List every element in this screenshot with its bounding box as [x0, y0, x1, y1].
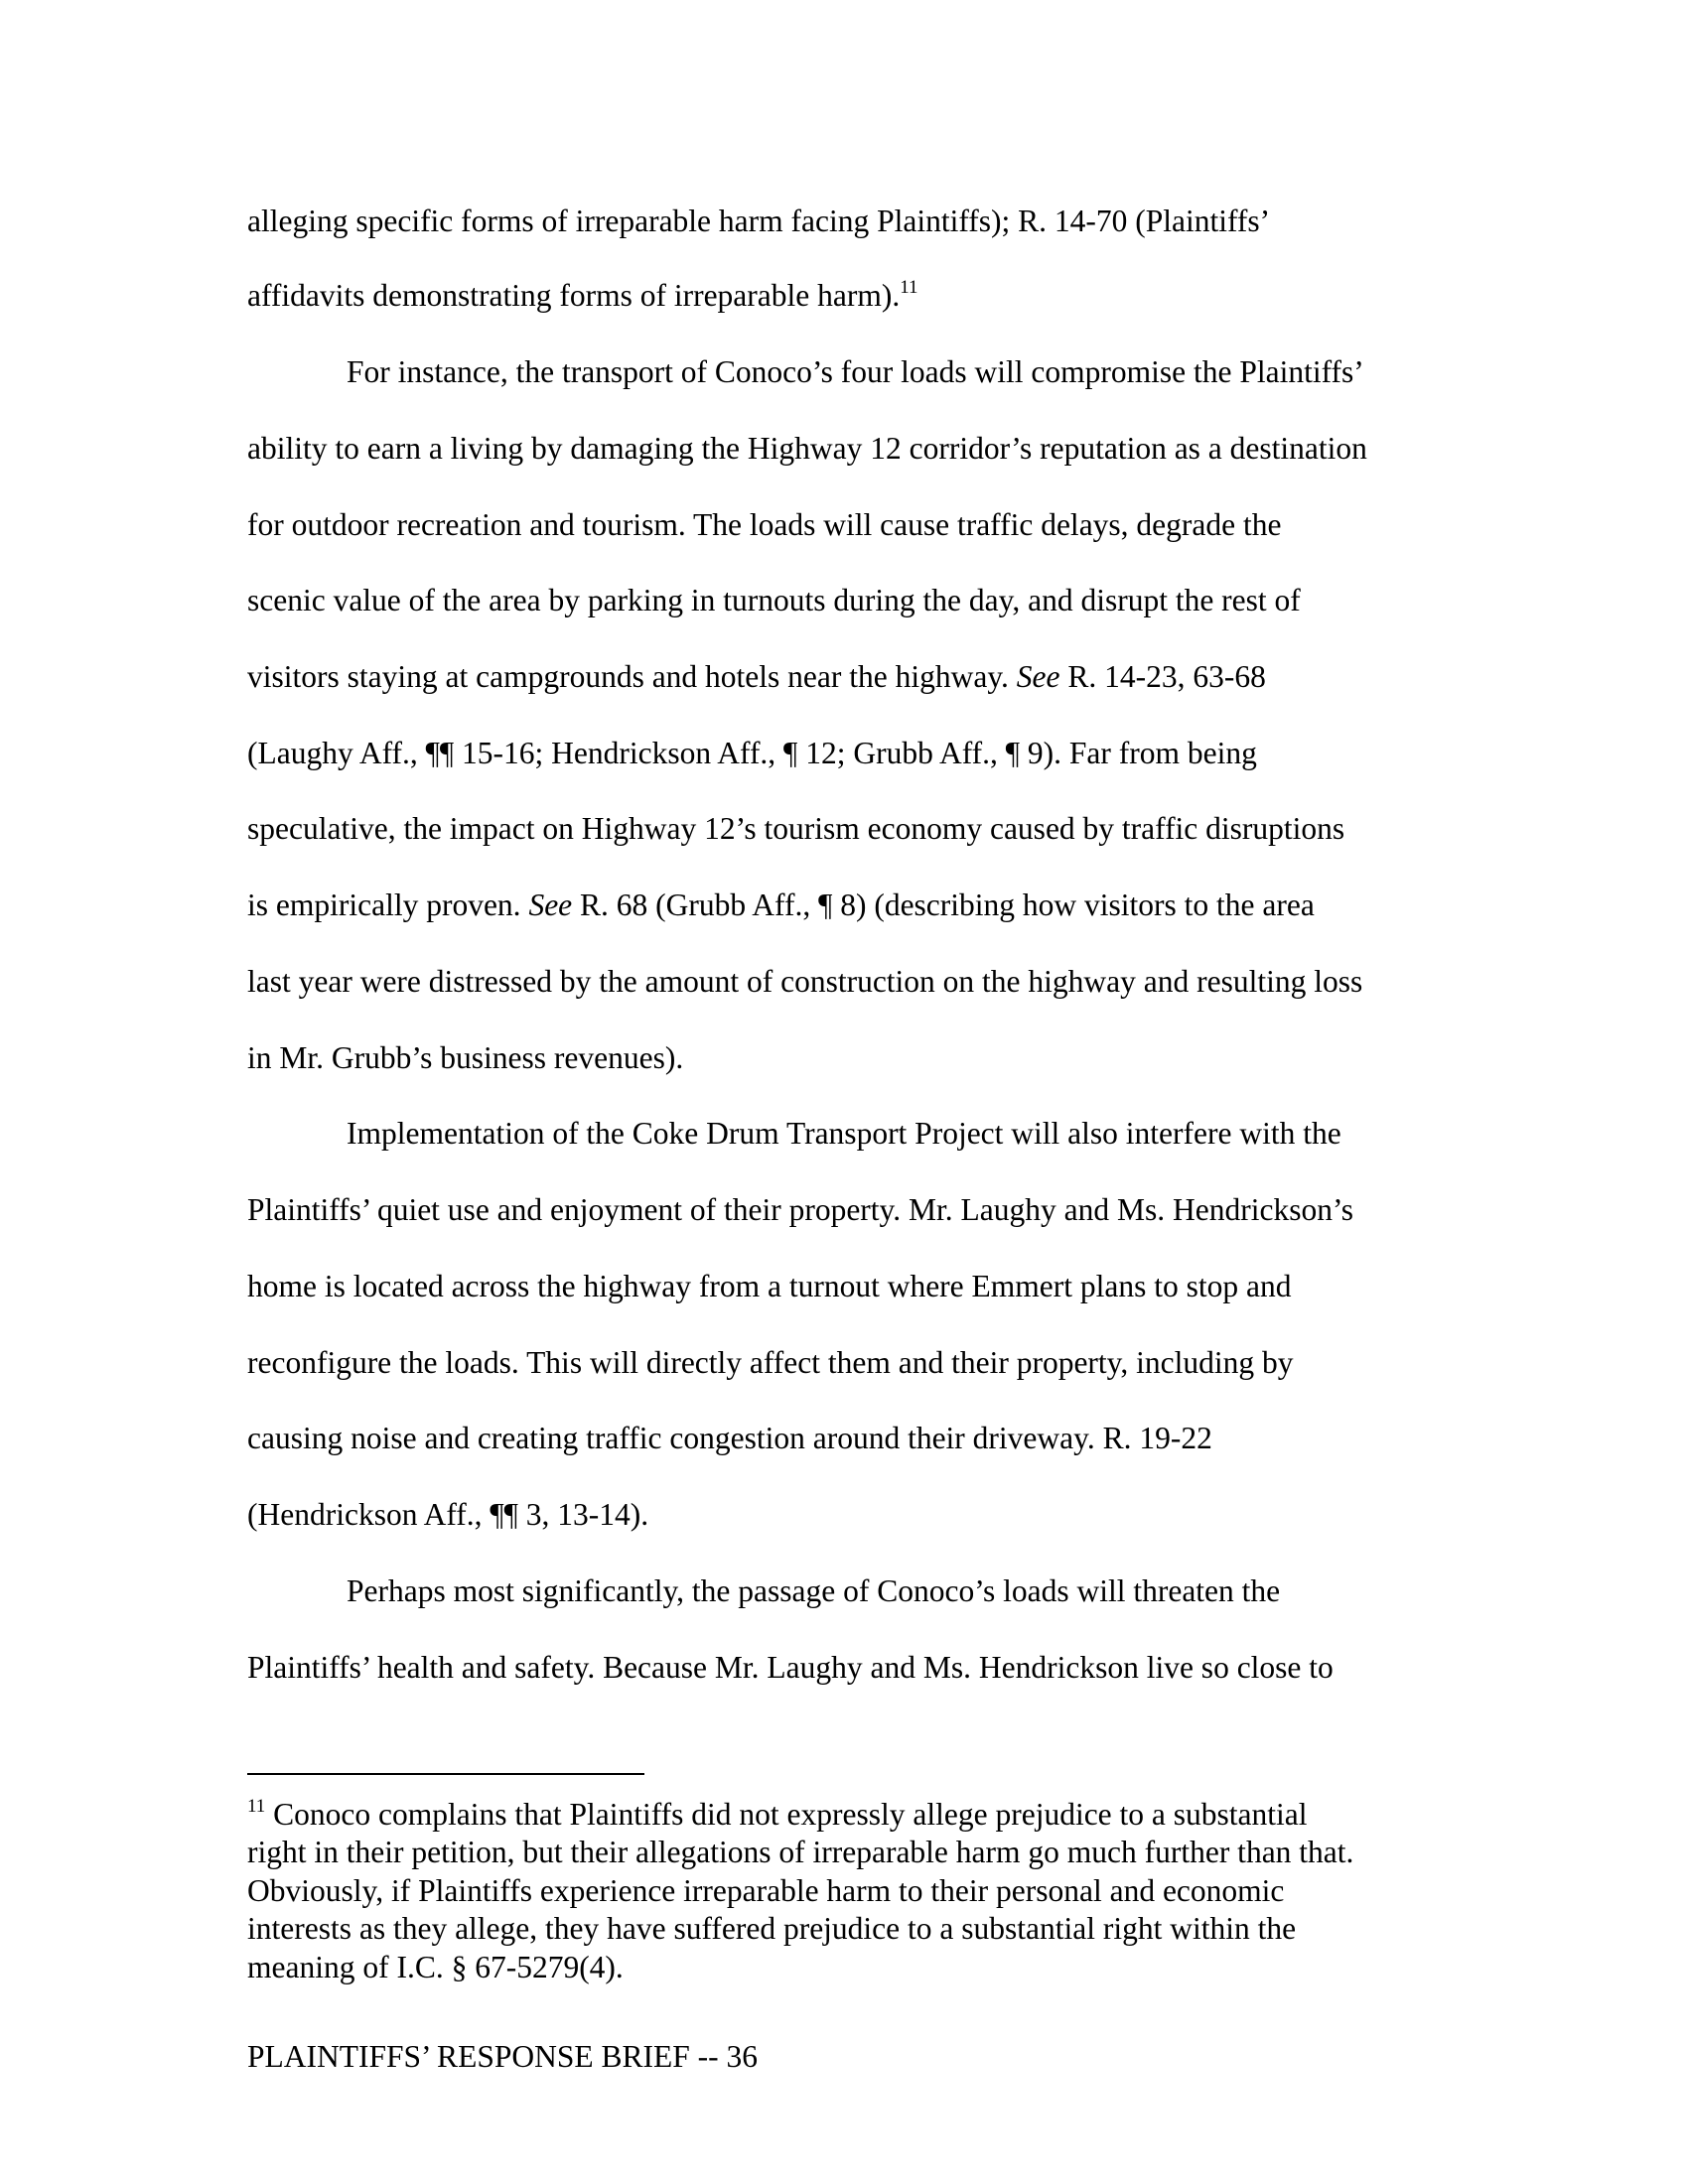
text-run: (Laughy Aff., ¶¶ 15-16; Hendrickson Aff., ¶ 12; Grubb Aff., ¶ 9). Far from being [247, 736, 1257, 770]
body-line [347, 356, 1364, 388]
body-line [247, 1042, 683, 1074]
body-line [247, 966, 1362, 998]
body-line [247, 738, 1257, 769]
text-run: Conoco complains that Plaintiffs did not expressly allege prejudice to a substantial [265, 1797, 1308, 1832]
text-run: interests as they allege, they have suffered prejudice to a substantial right within the [247, 1911, 1297, 1946]
text-run: for outdoor recreation and tourism. The loads will cause traffic delays, degrade the [247, 507, 1282, 542]
text-run: in Mr. Grubb’s business revenues). [247, 1040, 684, 1075]
footnote-number: 11 [247, 1796, 266, 1817]
body-line [347, 1575, 1280, 1607]
body-line [247, 509, 1281, 541]
text-run: is empirically proven. [247, 887, 529, 922]
footnote-separator [247, 1773, 644, 1775]
body-line [247, 1652, 1334, 1684]
text-run: ability to earn a living by damaging the Highway 12 corridor’s reputation as a destination [247, 431, 1367, 466]
body-line [247, 1194, 1353, 1226]
body-line [247, 433, 1367, 465]
body-line [247, 1423, 1212, 1454]
text-run: R. 68 (Grubb Aff., ¶ 8) (describing how visitors to the area [572, 887, 1315, 922]
footnote-line [247, 1796, 1308, 1832]
text-run: visitors staying at campgrounds and hotels near the highway. [247, 659, 1017, 694]
text-run: Plaintiffs’ health and safety. Because Mr. Laughy and Ms. Hendrickson live so close to [247, 1650, 1334, 1685]
text-run: For instance, the transport of Conoco’s four loads will compromise the Plaintiffs’ [347, 354, 1364, 389]
text-run: home is located across the highway from a turnout where Emmert plans to stop and [247, 1269, 1292, 1303]
text-run: Plaintiffs’ quiet use and enjoyment of their property. Mr. Laughy and Ms. Hendrickson’s [247, 1192, 1353, 1227]
text-run: R. 14-23, 63-68 [1059, 659, 1266, 694]
text-run: Obviously, if Plaintiffs experience irreparable harm to their personal and economic [247, 1873, 1285, 1908]
body-line [247, 889, 1315, 921]
citation-signal: See [528, 887, 573, 922]
text-run: affidavits demonstrating forms of irreparable harm). [247, 278, 901, 313]
body-line [347, 1118, 1341, 1150]
body-line [247, 585, 1301, 616]
footnote-line [247, 1952, 624, 1983]
body-line [247, 813, 1344, 845]
text-run: (Hendrickson Aff., ¶¶ 3, 13-14). [247, 1497, 649, 1532]
text-run: right in their petition, but their allegations of irreparable harm go much further than that. [247, 1835, 1354, 1869]
body-line [247, 205, 1270, 237]
citation-signal: See [1016, 659, 1060, 694]
footnote-line [247, 1837, 1353, 1868]
body-line [247, 661, 1266, 693]
footnote-line [247, 1875, 1284, 1907]
text-run: meaning of I.C. § 67-5279(4). [247, 1950, 624, 1984]
text-run: scenic value of the area by parking in turnouts during the day, and disrupt the rest of [247, 583, 1301, 617]
text-run: causing noise and creating traffic congestion around their driveway. R. 19-22 [247, 1421, 1212, 1455]
text-run: reconfigure the loads. This will directly affect them and their property, including by [247, 1345, 1294, 1380]
footnote-reference[interactable]: 11 [900, 277, 918, 298]
footnote-line [247, 1913, 1296, 1945]
text-run: Perhaps most significantly, the passage of Conoco’s loads will threaten the [347, 1573, 1281, 1608]
text-run: last year were distressed by the amount of construction on the highway and resulting loss [247, 964, 1363, 999]
body-line [247, 1347, 1293, 1379]
text-run: Implementation of the Coke Drum Transport Project will also interfere with the [347, 1116, 1341, 1151]
body-line [247, 1271, 1291, 1302]
page-footer: PLAINTIFFS’ RESPONSE BRIEF -- 36 [247, 2039, 758, 2074]
text-run: speculative, the impact on Highway 12’s tourism economy caused by traffic disruptions [247, 811, 1345, 846]
body-line [247, 277, 918, 313]
body-line [247, 1499, 648, 1531]
text-run: alleging specific forms of irreparable harm facing Plaintiffs); R. 14-70 (Plaintiffs’ [247, 204, 1271, 238]
